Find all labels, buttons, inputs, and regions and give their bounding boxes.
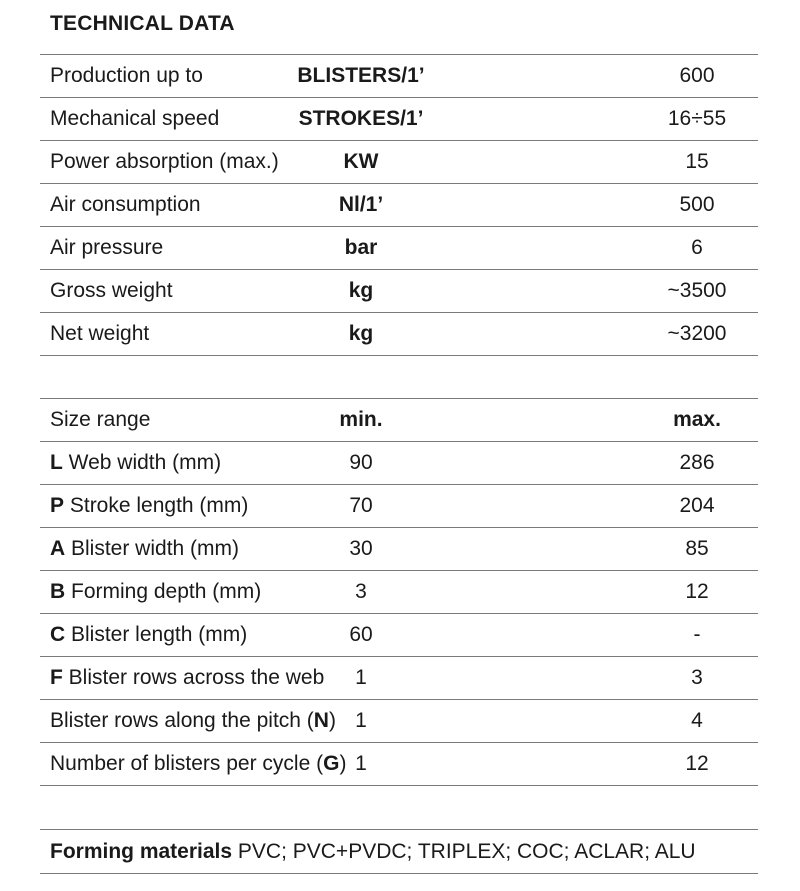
table-row xyxy=(40,484,758,527)
size-code: L xyxy=(50,451,63,474)
size-label-text: Blister rows across the web xyxy=(62,666,325,689)
spec-unit: KW xyxy=(343,150,379,173)
size-code: G xyxy=(323,752,340,775)
spec-value: 15 xyxy=(685,150,709,173)
size-code: N xyxy=(313,709,329,732)
size-min: 70 xyxy=(349,494,373,517)
size-label xyxy=(50,614,247,656)
size-label-text: Forming depth (mm) xyxy=(65,580,262,603)
spec-value: 6 xyxy=(691,236,703,259)
size-label-text: Blister width (mm) xyxy=(65,537,240,560)
forming-materials-label: Forming materials xyxy=(50,840,233,863)
page-title: TECHNICAL DATA xyxy=(50,12,235,35)
specs-table xyxy=(40,54,758,356)
size-max: 12 xyxy=(685,752,709,775)
forming-materials xyxy=(50,830,696,873)
table-row xyxy=(40,527,758,570)
size-min: 90 xyxy=(349,451,373,474)
size-label xyxy=(50,528,239,570)
size-label-text: Blister length (mm) xyxy=(65,623,248,646)
spec-label: Production up to xyxy=(50,64,203,87)
table-row xyxy=(40,140,758,183)
size-max: 12 xyxy=(685,580,709,603)
spec-unit: bar xyxy=(344,236,378,259)
size-min: 60 xyxy=(349,623,373,646)
size-label-text: Stroke length (mm) xyxy=(64,494,249,517)
size-label xyxy=(50,485,248,527)
size-max: 4 xyxy=(691,709,703,732)
size-max: 3 xyxy=(691,666,703,689)
size-label xyxy=(50,571,261,613)
size-code: F xyxy=(50,666,63,689)
table-row xyxy=(40,54,758,97)
size-min: 1 xyxy=(355,752,367,775)
size-max: - xyxy=(693,623,701,646)
spec-label: Net weight xyxy=(50,322,150,345)
table-row xyxy=(40,441,758,484)
spec-value: ~3500 xyxy=(667,279,727,302)
spec-value: ~3200 xyxy=(667,322,727,345)
table-row xyxy=(40,742,758,786)
size-min: 1 xyxy=(355,709,367,732)
size-label-text: Number of blisters per cycle ( xyxy=(50,752,324,775)
spec-value: 500 xyxy=(679,193,715,216)
table-row xyxy=(40,613,758,656)
table-row xyxy=(40,97,758,140)
size-label-text: ) xyxy=(339,752,347,775)
spec-label: Gross weight xyxy=(50,279,173,302)
table-row xyxy=(40,226,758,269)
max-column-header: max. xyxy=(673,408,721,431)
spec-unit: kg xyxy=(348,322,374,345)
spec-label: Mechanical speed xyxy=(50,107,220,130)
table-row xyxy=(40,570,758,613)
forming-materials-value: PVC; PVC+PVDC; TRIPLEX; COC; ACLAR; ALU xyxy=(232,840,696,863)
table-row xyxy=(40,699,758,742)
size-code: P xyxy=(50,494,65,517)
size-min: 30 xyxy=(349,537,373,560)
table-row xyxy=(40,656,758,699)
size-range-heading: Size range xyxy=(50,408,151,431)
spec-label: Air pressure xyxy=(50,236,164,259)
size-range-table xyxy=(40,398,758,786)
size-code: A xyxy=(50,537,66,560)
size-min: 3 xyxy=(355,580,367,603)
spec-value: 600 xyxy=(679,64,715,87)
size-label xyxy=(50,442,221,484)
size-max: 286 xyxy=(679,451,715,474)
size-label-text: ) xyxy=(328,709,336,732)
table-row xyxy=(40,312,758,356)
size-code: C xyxy=(50,623,66,646)
size-max: 85 xyxy=(685,537,709,560)
size-max: 204 xyxy=(679,494,715,517)
spec-label: Air consumption xyxy=(50,193,201,216)
table-row xyxy=(40,183,758,226)
spec-unit: Nl/1’ xyxy=(338,193,384,216)
spec-unit: BLISTERS/1’ xyxy=(297,64,425,87)
size-label-text: Web width (mm) xyxy=(62,451,222,474)
forming-materials-row xyxy=(40,829,758,874)
size-label-text: Blister rows along the pitch ( xyxy=(50,709,314,732)
min-column-header: min. xyxy=(339,408,383,431)
spec-unit: kg xyxy=(348,279,374,302)
table-header-row xyxy=(40,398,758,441)
spec-unit: STROKES/1’ xyxy=(298,107,424,130)
size-min: 1 xyxy=(355,666,367,689)
spec-value: 16÷55 xyxy=(667,107,727,130)
size-code: B xyxy=(50,580,66,603)
spec-label: Power absorption (max.) xyxy=(50,150,279,173)
table-row xyxy=(40,269,758,312)
